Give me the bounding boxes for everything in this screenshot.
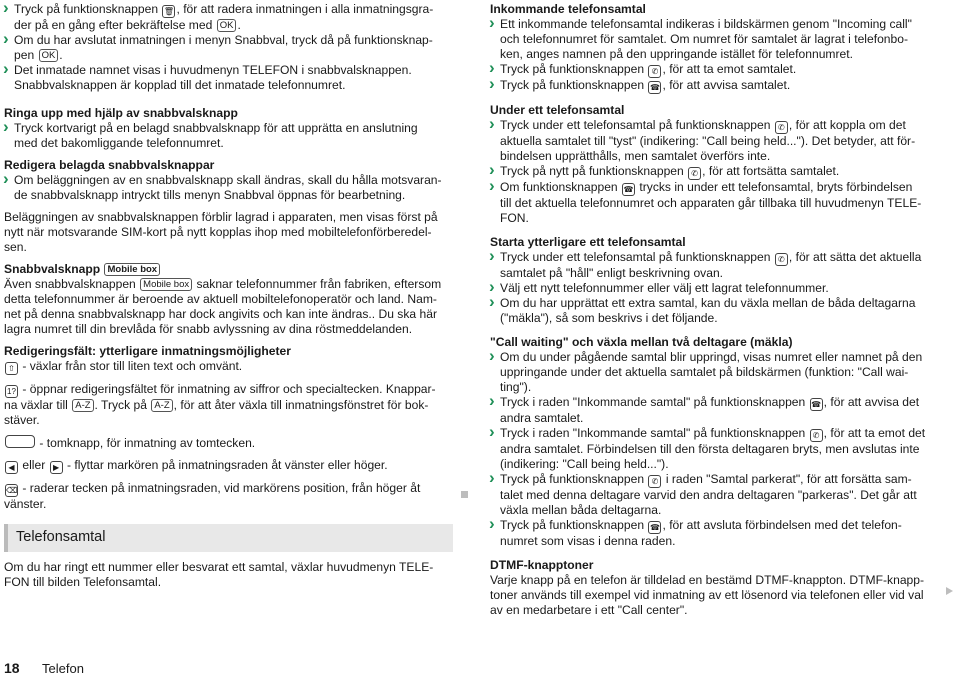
text-line: andra samtalet. Förbindelsen till den första deltagaren bryts, men avslutas inte xyxy=(500,442,920,456)
list-item: › Ett inkommande telefonsamtal indikeras i bildskärmen genom "Incoming call" xyxy=(490,17,952,32)
phone-accept-icon: ✆ xyxy=(688,167,701,180)
trash-icon: 🗑 xyxy=(163,7,175,16)
text-line: talet med denna deltagare varvid den andra deltagaren "parkeras". Det går att xyxy=(500,488,917,502)
list-item: › Tryck under ett telefonsamtal på funktionsknappen ✆ , för att sätta det aktuella xyxy=(490,250,952,266)
text-line: Varje knapp på en telefon är tilldelad en bestämd DTMF-knappton. DTMF-knapp- xyxy=(490,573,925,587)
arrow-left-icon: ◀ xyxy=(5,461,18,474)
text-line: av en medarbetare i ett "Call center". xyxy=(490,603,688,617)
text-line: ⇧ - växlar från stor till liten text och omvänt. xyxy=(4,359,456,375)
ok-key: OK xyxy=(217,19,237,32)
text-line: aktuella samtalet till "tyst" (indikering: "Call being held..."). Det betyder, att för- xyxy=(500,134,916,148)
backspace-icon: ⌫ xyxy=(6,486,18,495)
text-line: bindelsen upprätthålls, men samtalet överförs inte. xyxy=(500,149,771,163)
list-item: › Tryck i raden "Inkommande samtal" på funktionsknappen ✆ , för att ta emot det xyxy=(490,426,952,442)
arrow-right-icon: ▶ xyxy=(50,461,63,474)
shift-arrow-icon: ⇧ xyxy=(5,362,18,375)
section-title: Telefonsamtal xyxy=(16,529,106,545)
text-line: detta telefonnummer är beroende av aktuell mobiltelefonoperatör och land. Nam- xyxy=(4,292,437,306)
phone-reject-icon: ☎ xyxy=(649,83,660,92)
text-line: ("mäkla"), så som beskrivs i det följande. xyxy=(500,311,718,325)
text-line: toner används till exempel vid inmatning av ett lösenord via telefonen eller vid val xyxy=(490,588,924,602)
list-item: › Om beläggningen av en snabbvalsknapp skall ändras, skall du hålla motsvaran- xyxy=(4,173,456,188)
chapter-title: Telefon xyxy=(42,661,84,676)
text-line: Även snabbvalsknappen Mobile box saknar telefonnummer från fabriken, eftersom xyxy=(4,277,442,291)
az-key: A-Z xyxy=(72,399,93,412)
list-item: › Tryck på funktionsknappen ✆ i raden "Samtal parkerat", för att forsätta sam- xyxy=(490,472,952,488)
list-item: › Om funktionsknappen ☎ trycks in under ett telefonsamtal, bryts förbindelsen xyxy=(490,180,952,196)
text-line: lagra numret till din brevlåda för snabb avlyssning av dina röstmeddelanden. xyxy=(4,322,413,336)
text-line: ken, anges namnen på den uppringande istället för telefonnumret. xyxy=(500,47,853,61)
phone-accept-icon: ✆ xyxy=(648,65,661,78)
heading: "Call waiting" och växla mellan två deltagare (mäkla) xyxy=(490,335,793,349)
heading: DTMF-knapptoner xyxy=(490,558,594,572)
heading: Under ett telefonsamtal xyxy=(490,103,625,117)
text-line: med det bakomliggande telefonnumret. xyxy=(14,136,224,150)
list-item: › Tryck i raden "Inkommande samtal" på funktionsknappen ☎ , för att avvisa det xyxy=(490,395,952,411)
text-line: växla mellan båda deltagarna. xyxy=(500,503,662,517)
list-item: › Tryck på nytt på funktionsknappen ✆ , för att fortsätta samtalet. xyxy=(490,164,952,180)
list-item: › Om du har avslutat inmatningen i menyn Snabbval, tryck då på funktionsknap- xyxy=(4,33,456,48)
phone-accept-icon: ✆ xyxy=(775,121,788,134)
right-column xyxy=(490,0,952,618)
az-key: A-Z xyxy=(151,399,172,412)
text-line: (indikering: "Call being held..."). xyxy=(500,457,669,471)
text-line: FON. xyxy=(500,211,529,225)
text-line: och telefonnumret för samtalet. Om numret för samtalet är lagrat i telefonbo- xyxy=(500,32,909,46)
text-line: vänster. xyxy=(4,497,47,511)
text-line: de snabbvalsknapp intryckt tills menyn Snabbval öppnas för bearbetning. xyxy=(14,188,406,202)
text-line: net på denna snabbvalsknapp har dock angivits och kan inte ändras.. Du ska här xyxy=(4,307,437,321)
phone-accept-icon: ✆ xyxy=(810,429,823,442)
list-item: › Tryck kortvarigt på en belagd snabbvalsknapp för att upprätta en anslutning xyxy=(4,121,456,136)
text-line: ting"). xyxy=(500,380,532,394)
phone-reject-icon: ☎ xyxy=(623,185,634,194)
heading: Redigera belagda snabbvalsknappar xyxy=(4,158,215,172)
text-line: - tomknapp, för inmatning av tomtecken. xyxy=(4,435,456,451)
heading: Inkommande telefonsamtal xyxy=(490,2,646,16)
text-line: nytt när motsvarande SIM-kort på nytt kopplas ihop med mobiltelefonförberedel- xyxy=(4,225,432,239)
heading: Snabbvalsknapp Mobile box xyxy=(4,262,456,277)
phone-accept-icon: ✆ xyxy=(775,253,788,266)
phone-accept-icon: ✆ xyxy=(648,475,661,488)
text-line: samtalet på "håll" enligt beskrivning ovan. xyxy=(500,266,724,280)
phone-reject-icon: ☎ xyxy=(649,523,660,532)
text-line: Beläggningen av snabbvalsknappen förblir lagrad i apparaten, men visas först på xyxy=(4,210,438,224)
mobile-box-key: Mobile box xyxy=(104,263,160,276)
heading: Ringa upp med hjälp av snabbvalsknapp xyxy=(4,106,238,120)
continue-arrow-icon xyxy=(946,587,953,595)
heading: Starta ytterligare ett telefonsamtal xyxy=(490,235,686,249)
list-item: › Om du under pågående samtal blir uppringd, visas numret eller namnet på den xyxy=(490,350,952,365)
numeric-keys-icon: 1? xyxy=(5,385,18,398)
phone-reject-icon: ☎ xyxy=(811,400,822,409)
heading: Redigeringsfält: ytterligare inmatningsmöjligheter xyxy=(4,344,291,358)
text-line: ◀ eller ▶ - flyttar markören på inmatningsraden åt vänster eller höger. xyxy=(4,458,456,474)
list-item: › Tryck på funktionsknappen ☎ , för att avsluta förbindelsen med det telefon- xyxy=(490,518,952,534)
text-line: na växlar till A-Z . Tryck på A-Z , för att åter växla till inmatningsfönstret för bok- xyxy=(4,398,429,412)
mobile-box-key: Mobile box xyxy=(140,278,192,291)
text-line: uppringande under det aktuella samtalet på bildskärmen (funktion: "Call wai- xyxy=(500,365,909,379)
section-band xyxy=(4,524,453,552)
list-item: › Välj ett nytt telefonnummer eller välj ett lagrat telefonnummer. xyxy=(490,281,952,296)
list-item: › Det inmatade namnet visas i huvudmenyn TELEFON i snabbvalsknappen. xyxy=(4,63,456,78)
text-line: 1? - öppnar redigeringsfältet för inmatning av siffror och specialtecken. Knappar- xyxy=(4,382,456,398)
list-item: › Tryck på funktionsknappen ☎ , för att avvisa samtalet. xyxy=(490,78,952,94)
text-line: pen OK . xyxy=(14,48,63,62)
list-item: › Tryck på funktionsknappen 🗑 , för att radera inmatningen i alla inmatningsgra- xyxy=(4,2,456,18)
left-column xyxy=(4,0,456,512)
space-key-icon xyxy=(5,435,35,448)
ok-key: OK xyxy=(39,49,59,62)
text-line: stäver. xyxy=(4,413,40,427)
text-line: ⌫ - raderar tecken på inmatningsraden, vid markörens position, från höger åt xyxy=(6,481,421,495)
text-line: numret som visas i denna raden. xyxy=(500,534,676,548)
text-line: sen. xyxy=(4,240,27,254)
list-item: › Tryck under ett telefonsamtal på funktionsknappen ✆ , för att koppla om det xyxy=(490,118,952,134)
list-item: › Tryck på funktionsknappen ✆ , för att ta emot samtalet. xyxy=(490,62,952,78)
section-end-marker xyxy=(461,491,468,498)
text-line: Om du har ringt ett nummer eller besvarat ett samtal, växlar huvudmenyn TELE- FON till bilden Telefonsamtal. xyxy=(4,560,434,589)
list-item: › Om du har upprättat ett extra samtal, kan du växla mellan de båda deltagarna xyxy=(490,296,952,311)
text-line: Snabbvalsknappen är kopplad till det inmatade telefonnumret. xyxy=(14,78,346,92)
text-line: der på en gång efter bekräftelse med OK . xyxy=(14,18,241,32)
text-line: andra samtalet. xyxy=(500,411,584,425)
page-number: 18 xyxy=(4,660,20,676)
text-line: till det aktuella telefonnumret och apparaten går tillbaka till huvudmenyn TELE- xyxy=(500,196,922,210)
